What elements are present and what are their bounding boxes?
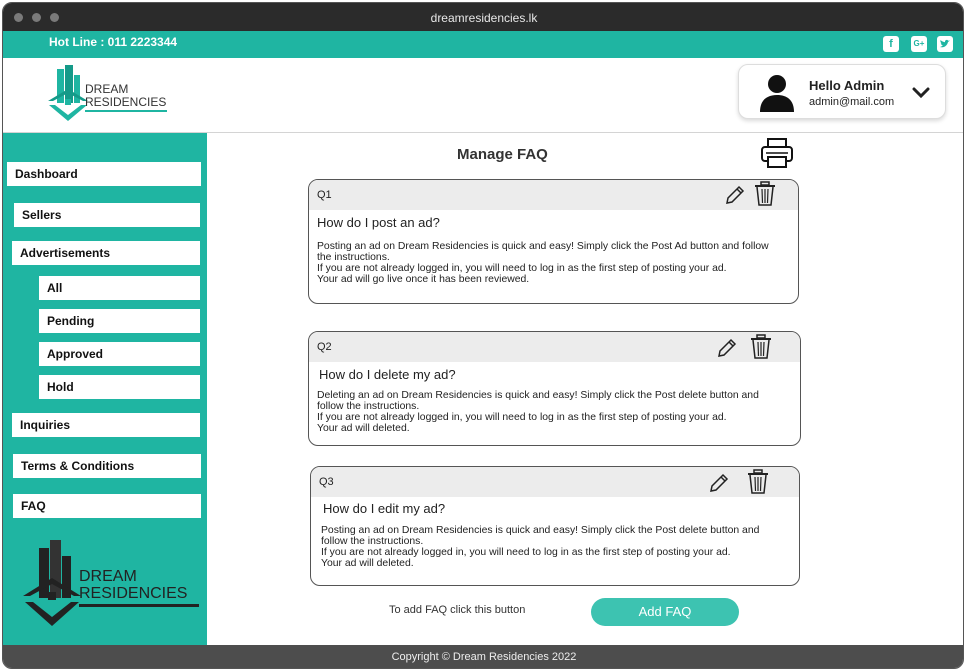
edit-pencil-icon[interactable]: [724, 184, 746, 206]
faq-question: How do I post an ad?: [317, 215, 440, 230]
faq-answer-line: If you are not already logged in, you will need to log in as the first step of posting your ad.: [317, 412, 727, 423]
delete-trash-icon[interactable]: [753, 181, 777, 207]
sidebar-brand-line2: RESIDENCIES: [79, 585, 188, 602]
user-greeting: Hello Admin: [809, 78, 885, 93]
faq-question: How do I delete my ad?: [319, 367, 456, 382]
sidebar-brand-line1: DREAM: [79, 568, 137, 585]
sidebar-brand-logo: [17, 538, 203, 630]
main-content: [207, 133, 964, 645]
page-title: Manage FAQ: [457, 146, 548, 163]
faq-answer-line: Posting an ad on Dream Residencies is quick and easy! Simply click the Post delete button and follow the instructions.: [321, 525, 760, 547]
twitter-icon[interactable]: [937, 36, 953, 52]
sidebar-item-ads-approved[interactable]: Approved: [39, 342, 200, 366]
browser-window: [2, 2, 964, 669]
user-email: admin@mail.com: [809, 96, 895, 108]
hotline-text: Hot Line : 011 2223344: [49, 35, 178, 49]
add-faq-hint: To add FAQ click this button: [389, 604, 526, 616]
google-plus-icon[interactable]: G+: [911, 36, 927, 52]
faq-number: Q1: [317, 189, 332, 201]
sidebar-item-ads-pending[interactable]: Pending: [39, 309, 200, 333]
sidebar-item-sellers[interactable]: Sellers: [14, 203, 200, 227]
sidebar-item-ads-hold[interactable]: Hold: [39, 375, 200, 399]
sidebar-item-dashboard[interactable]: Dashboard: [7, 162, 201, 186]
faq-answer-line: If you are not already logged in, you will need to log in as the first step of posting your ad.: [317, 263, 727, 274]
facebook-icon[interactable]: f: [883, 36, 899, 52]
edit-pencil-icon[interactable]: [708, 472, 730, 494]
faq-answer-line: Posting an ad on Dream Residencies is quick and easy! Simply click the Post Ad button and follow the instructions.: [317, 241, 769, 263]
faq-number: Q2: [317, 341, 332, 353]
faq-answer: [321, 525, 779, 569]
faq-card: [308, 331, 801, 446]
edit-pencil-icon[interactable]: [716, 337, 738, 359]
sidebar-item-ads-all[interactable]: All: [39, 276, 200, 300]
faq-card: [308, 179, 799, 304]
faq-number: Q3: [319, 476, 334, 488]
brand-name-line1: DREAM: [85, 82, 129, 96]
user-menu[interactable]: [738, 64, 946, 119]
faq-answer-line: Deleting an ad on Dream Residencies is quick and easy! Simply click the Post delete button and follow the instructions.: [317, 390, 759, 412]
sidebar-item-terms[interactable]: Terms & Conditions: [13, 454, 201, 478]
sidebar: [3, 133, 207, 645]
sidebar-item-inquiries[interactable]: Inquiries: [12, 413, 200, 437]
faq-answer-line: Your ad will deleted.: [321, 558, 414, 569]
site-header: [3, 58, 964, 133]
delete-trash-icon[interactable]: [749, 334, 773, 360]
add-faq-button[interactable]: Add FAQ: [591, 598, 739, 626]
faq-answer-line: Your ad will deleted.: [317, 423, 410, 434]
brand-name-line2: RESIDENCIES: [85, 95, 167, 109]
faq-answer: [317, 241, 778, 285]
title-bar: [3, 3, 964, 31]
delete-trash-icon[interactable]: [746, 469, 770, 495]
copyright-footer: Copyright © Dream Residencies 2022: [3, 645, 964, 669]
faq-answer: [317, 390, 780, 434]
faq-answer-line: Your ad will go live once it has been reviewed.: [317, 274, 530, 285]
brand-logo[interactable]: [43, 63, 173, 125]
address-url[interactable]: dreamresidencies.lk: [430, 11, 538, 25]
brand-underline: [85, 110, 167, 112]
faq-answer-line: If you are not already logged in, you will need to log in as the first step of posting your ad.: [321, 547, 731, 558]
chevron-down-icon[interactable]: [912, 87, 930, 99]
printer-icon[interactable]: [760, 137, 794, 169]
sidebar-item-advertisements[interactable]: Advertisements: [12, 241, 200, 265]
top-bar: [3, 31, 964, 58]
sidebar-brand-underline: [79, 604, 199, 607]
avatar-icon: [757, 72, 797, 112]
faq-card: [310, 466, 800, 586]
faq-question: How do I edit my ad?: [323, 501, 446, 516]
building-logo-icon: [17, 538, 87, 630]
sidebar-item-faq[interactable]: FAQ: [13, 494, 201, 518]
